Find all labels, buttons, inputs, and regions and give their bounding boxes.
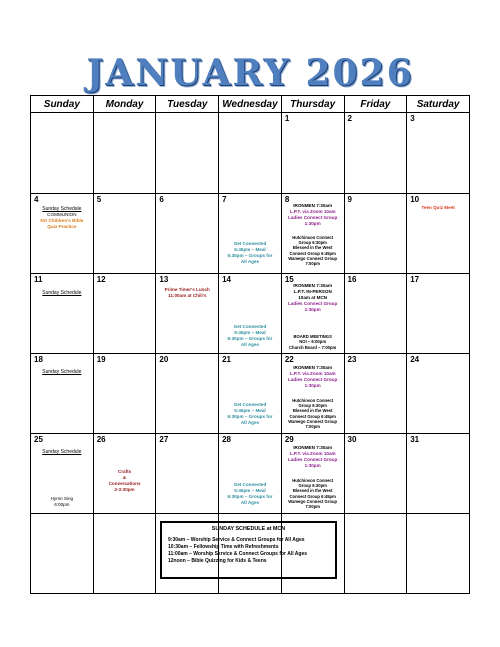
- event-line: Sunday Schedule: [42, 290, 82, 296]
- day-number: 2: [347, 114, 352, 123]
- event: [32, 290, 92, 296]
- day-number: 12: [96, 275, 106, 284]
- event: [283, 334, 343, 350]
- day-cell: [156, 434, 219, 514]
- event-line: Get Connected: [233, 324, 267, 329]
- event-line: 7:00pm: [305, 261, 320, 267]
- day-number: 30: [347, 435, 357, 444]
- day-number: 8: [284, 195, 290, 204]
- day-cell: [281, 194, 344, 274]
- day-number: 22: [284, 355, 294, 364]
- event-line: 1:30pm: [304, 221, 321, 226]
- day-cell: [281, 274, 344, 354]
- day-number: 4: [34, 195, 39, 204]
- event-line: Group 6:30pm: [298, 483, 327, 489]
- event-line: Get Connected: [233, 241, 267, 246]
- event-line: Connect Group 6:45pm: [289, 413, 336, 419]
- event-line: Ladies Connect Group: [288, 215, 338, 220]
- day-cell: [344, 113, 407, 194]
- event-line: NO Children's Bible: [40, 218, 84, 223]
- event-line: 1:30pm: [304, 463, 321, 468]
- event-line: Blessed in the West: [292, 488, 333, 494]
- day-cell: [31, 354, 94, 434]
- event-line: Ladies Connect Group: [288, 457, 338, 462]
- day-cell-empty: [407, 514, 470, 594]
- day-number: 21: [222, 355, 232, 364]
- day-cell: [93, 274, 156, 354]
- event-line: Hutchinson Connect: [292, 235, 334, 240]
- event-line: Blessed in the West: [292, 408, 333, 414]
- event-line: 1:30pm: [304, 383, 321, 388]
- day-number: 29: [284, 435, 294, 444]
- event: [283, 398, 343, 429]
- week-row: [31, 194, 470, 274]
- week-row: [31, 354, 470, 434]
- event-line: Wamego Connect Group: [288, 255, 338, 261]
- event-line: Sunday Schedule: [42, 449, 82, 455]
- day-cell: [407, 434, 470, 514]
- event-line: Group 6:30pm: [298, 403, 327, 409]
- event-line: Ladies Connect Group: [288, 301, 338, 306]
- day-cell: [31, 194, 94, 274]
- day-cell: [407, 113, 470, 194]
- day-cell: [156, 274, 219, 354]
- day-cell: [281, 434, 344, 514]
- event-line: Blessed in the West: [292, 245, 333, 251]
- weekday-thursday: Thursday: [281, 96, 344, 113]
- week-row: [31, 113, 470, 194]
- event-line: Group 6:30pm: [298, 240, 327, 246]
- day-number: 25: [34, 435, 43, 444]
- day-cell-empty: [156, 113, 219, 194]
- day-number: 6: [159, 195, 164, 204]
- event-line: 10am at MCN: [298, 295, 328, 300]
- day-number: 27: [159, 435, 169, 444]
- event: [220, 482, 280, 506]
- day-number: 1: [284, 114, 290, 123]
- event-line: Ladies Connect Group: [288, 377, 338, 382]
- event: [220, 241, 280, 265]
- event-line: Crafts: [117, 469, 132, 474]
- event-line: Prime Timer's Lunch: [164, 287, 210, 292]
- event-line: Connect Group 6:45pm: [289, 250, 336, 256]
- event-line: 5:45pm – Meal: [234, 330, 266, 335]
- event-line: 2-3:30pm: [114, 487, 135, 492]
- sunday-schedule-line: 12noon – Bible Quizzing for Kids & Teens: [168, 558, 267, 564]
- event-line: 1:30pm: [304, 307, 321, 312]
- event-line: All Ages: [240, 259, 260, 264]
- day-number: 16: [347, 275, 357, 284]
- event-line: 5:45pm – Meal: [234, 488, 266, 493]
- sunday-schedule-line: 10:30am – Fellowship Time with Refreshments: [168, 544, 279, 550]
- event-line: Church Board – 7:00pm: [289, 344, 337, 350]
- event-line: 7:00pm: [305, 504, 320, 510]
- day-cell: [344, 194, 407, 274]
- day-cell: [344, 274, 407, 354]
- event-line: Wamego Connect Group: [288, 418, 338, 424]
- event: [283, 445, 343, 469]
- event-line: All Ages: [240, 500, 260, 505]
- day-number: 13: [159, 275, 169, 284]
- day-number: 18: [34, 355, 43, 364]
- event: [283, 203, 343, 227]
- day-number: 31: [410, 435, 420, 444]
- day-cell: [31, 274, 94, 354]
- day-cell: [344, 354, 407, 434]
- day-number: 17: [410, 275, 420, 284]
- event-line: 5:45pm – Meal: [234, 247, 266, 252]
- weekday-friday: Friday: [344, 96, 407, 113]
- day-cell-empty: [344, 514, 407, 594]
- event-line: Sunday Schedule: [42, 369, 82, 375]
- event-line: L.P.T. via Zoom 10am: [289, 371, 336, 376]
- day-cell: [156, 194, 219, 274]
- event-line: IRONMEN 7:30am: [293, 283, 333, 288]
- day-number: 3: [410, 114, 415, 123]
- event: [157, 287, 217, 299]
- sunday-schedule-box: [160, 521, 337, 579]
- event: [283, 283, 343, 313]
- event: [32, 206, 92, 230]
- sunday-schedule-title: SUNDAY SCHEDULE at MCN: [211, 526, 286, 532]
- day-number: 9: [347, 195, 352, 204]
- day-cell: [93, 434, 156, 514]
- event-line: IRONMEN 7:30am: [293, 445, 333, 450]
- sunday-schedule-line: 9:30am – Worship Service & Connect Groups for All Ages: [168, 537, 305, 543]
- event-line: 7:00pm: [305, 424, 320, 430]
- event-line: Hutchinson Connect: [292, 398, 334, 403]
- event-line: IRONMEN 7:30am: [293, 203, 333, 208]
- event: [95, 469, 155, 493]
- event: [220, 324, 280, 348]
- calendar-grid: [30, 95, 470, 594]
- event-line: 6:30pm – Groups for: [227, 494, 273, 499]
- event-line: Conversations: [108, 481, 141, 486]
- event: [32, 449, 92, 455]
- day-number: 15: [284, 275, 294, 284]
- event-line: IRONMEN 7:30am: [293, 365, 333, 370]
- event-line: L.P.T. IN-PERSON: [293, 289, 332, 294]
- day-cell: [407, 274, 470, 354]
- weekday-header-row: [31, 96, 470, 113]
- day-number: 24: [410, 355, 420, 364]
- week-row: [31, 434, 470, 514]
- day-cell: [281, 354, 344, 434]
- calendar-title: JANUARY 2026: [86, 52, 414, 94]
- day-cell: [407, 354, 470, 434]
- day-number: 11: [34, 275, 43, 284]
- event-line: Connect Group 6:45pm: [289, 493, 336, 499]
- day-number: 28: [222, 435, 232, 444]
- event: [220, 402, 280, 426]
- event: [283, 478, 343, 509]
- event-line: All Ages: [240, 342, 260, 347]
- day-cell: [407, 194, 470, 274]
- event: [283, 365, 343, 389]
- event-line: COMMUNION: [47, 212, 77, 217]
- day-number: 19: [96, 355, 106, 364]
- event-line: 11:00am at Chili's: [168, 293, 207, 298]
- day-number: 14: [222, 275, 232, 284]
- event-line: Wamego Connect Group: [288, 498, 338, 504]
- event-line: 6:30pm – Groups for: [227, 336, 273, 341]
- week-row: [31, 274, 470, 354]
- event-line: BOARD MEETINGS: [293, 334, 332, 339]
- day-cell-empty: [93, 113, 156, 194]
- weekday-tuesday: Tuesday: [156, 96, 219, 113]
- day-cell: [219, 274, 282, 354]
- sunday-schedule-line: 11:00am – Worship Service & Connect Groups for All Ages: [168, 551, 308, 557]
- weekday-monday: Monday: [93, 96, 156, 113]
- weekday-wednesday: Wednesday: [219, 96, 282, 113]
- day-cell: [93, 354, 156, 434]
- event-line: L.P.T. via Zoom 10am: [289, 451, 336, 456]
- event-line: All Ages: [240, 420, 260, 425]
- event-line: Get Connected: [233, 482, 267, 487]
- event-line: &: [122, 475, 127, 480]
- day-cell: [281, 113, 344, 194]
- event: [32, 496, 92, 508]
- day-cell-empty: [93, 514, 156, 594]
- event-line: 6:30pm – Groups for: [227, 253, 273, 258]
- day-cell: [219, 434, 282, 514]
- day-cell: [344, 434, 407, 514]
- event-line: Hutchinson Connect: [292, 478, 334, 483]
- day-number: 7: [222, 195, 227, 204]
- day-cell-empty: [31, 514, 94, 594]
- event: [283, 235, 343, 266]
- event-line: Get Connected: [233, 402, 267, 407]
- day-cell: [156, 354, 219, 434]
- day-number: 20: [159, 355, 169, 364]
- event-line: 6:00pm: [54, 502, 70, 507]
- day-cell-empty: [31, 113, 94, 194]
- day-number: 26: [96, 435, 106, 444]
- day-cell-empty: [219, 113, 282, 194]
- day-number: 23: [347, 355, 357, 364]
- event-line: Hymn Sing: [50, 496, 74, 501]
- day-cell: [219, 194, 282, 274]
- weekday-sunday: Sunday: [31, 96, 94, 113]
- day-number: 5: [96, 195, 102, 204]
- event: [32, 369, 92, 375]
- event-line: Sunday Schedule: [42, 206, 82, 212]
- weekday-saturday: Saturday: [407, 96, 470, 113]
- day-cell: [93, 194, 156, 274]
- event-line: Teen Quiz Meet: [421, 205, 455, 210]
- event-line: 6:30pm – Groups for: [227, 414, 273, 419]
- event-line: L.P.T. via Zoom 10am: [289, 209, 336, 214]
- day-cell: [31, 434, 94, 514]
- event-line: Quiz Practice: [47, 224, 77, 229]
- event: [408, 205, 468, 211]
- day-number: 10: [410, 195, 420, 204]
- event-line: NOI – 6:00pm: [299, 339, 327, 345]
- day-cell: [219, 354, 282, 434]
- event-line: 5:45pm – Meal: [234, 408, 266, 413]
